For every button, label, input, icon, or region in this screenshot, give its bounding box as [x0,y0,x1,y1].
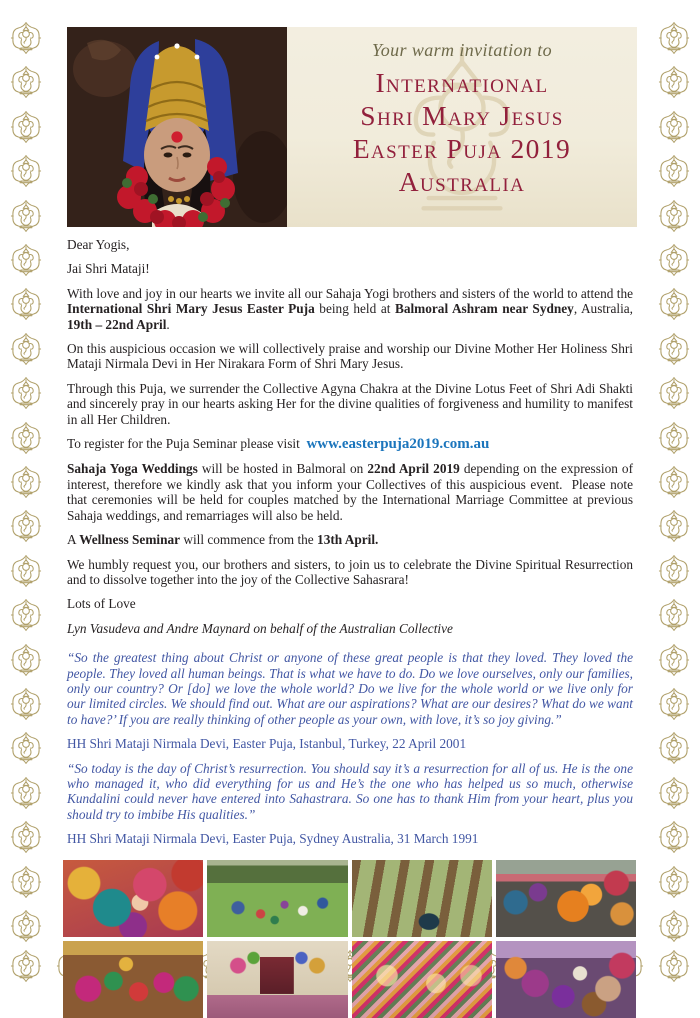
ganesha-motif-icon [10,777,42,809]
ganesha-motif-icon [658,422,690,454]
paragraph-invitation: With love and joy in our hearts we invite all our Sahaja Yogi brothers and sisters of the world to attend the International Shri Mary Jesus Easter Puja being held at Balmoral Ashram near Sydney, Australia, 19th – 22nd April. [67,285,634,332]
ganesha-motif-icon [10,333,42,365]
ganesha-motif-icon [658,377,690,409]
ganesha-motif-icon [10,422,42,454]
registration-website-link[interactable]: www.easterpuja2019.com.au [306,436,490,453]
ganesha-motif-icon [10,111,42,143]
gallery-photo-lawn-meditation [207,860,347,937]
ganesha-motif-icon [10,244,42,276]
ganesha-motif-icon [658,466,690,498]
quote-attribution: HH Shri Mataji Nirmala Devi, Easter Puja, Istanbul, Turkey, 22 April 2001 [67,736,467,752]
ganesha-motif-icon [10,688,42,720]
header-banner [67,27,637,227]
ganesha-motif-icon [658,910,690,942]
letter-body [67,237,633,1018]
ganesha-motif-icon [658,288,690,320]
paragraph-register: To register for the Puja Seminar please visit www.easterpuja2019.com.au [67,436,490,453]
shri-mataji-portrait-photo [67,27,287,227]
ganesha-motif-icon [658,155,690,187]
ganesha-motif-icon [10,200,42,232]
quote-block-2 [67,761,633,847]
paragraph-request: We humbly request you, our brothers and sisters, to join us to celebrate the Divine Spiritual Resurrection and to dissolve together into the joy of the Collective Sahasrara! [67,556,633,587]
event-title-line-2: Shri Mary Jesus [360,100,564,131]
ganesha-motif-icon [10,22,42,54]
right-ornament-border [658,0,690,990]
ganesha-motif-icon [10,66,42,98]
ganesha-motif-icon [10,555,42,587]
signature: Lyn Vasudeva and Andre Maynard on behalf of the Australian Collective [67,620,453,636]
ganesha-motif-icon [10,732,42,764]
ganesha-motif-icon [658,333,690,365]
left-ornament-border [10,0,42,990]
ganesha-motif-icon [658,555,690,587]
ganesha-motif-icon [658,200,690,232]
gallery-photo-flute-player [496,941,636,1018]
ganesha-motif-icon [658,244,690,276]
paragraph-surrender: Through this Puja, we surrender the Collective Agyna Chakra at the Divine Lotus Feet of Shri Adi Shakti and sincerely pray in our hearts asking Her for the divine qualities of forgiveness and humility to manifest in all Her Children. [67,380,633,427]
greeting: Jai Shri Mataji! [67,261,150,277]
ganesha-motif-icon [10,599,42,631]
ganesha-motif-icon [658,599,690,631]
ganesha-motif-icon [658,66,690,98]
ganesha-motif-icon [10,910,42,942]
ganesha-motif-icon [10,644,42,676]
quote-block-1 [67,650,633,751]
quote-text: “So today is the day of Christ’s resurrection. You should say it’s a resurrection for all of us. He is the one who managed it, who did everything for us and He’s the one who has helped us so much, otherwise Kundalini could never have entered into Sahastrara. So one has to thank Him from your heart, plus you should try to imbibe His qualities.” [67,760,633,822]
ganesha-motif-icon [10,466,42,498]
ganesha-motif-icon [658,22,690,54]
closing: Lots of Love [67,596,136,612]
ganesha-motif-icon [658,732,690,764]
event-title-line-1: International [375,67,549,98]
ganesha-motif-icon [10,288,42,320]
invitation-panel [287,27,637,227]
gallery-photo-garden-steps [352,860,492,937]
ganesha-motif-icon [10,821,42,853]
ganesha-motif-icon [10,377,42,409]
gallery-photo-puja-altar [207,941,347,1018]
ganesha-motif-icon [10,866,42,898]
ganesha-motif-icon [658,111,690,143]
event-title-line-3: Easter Puja 2019 [352,133,572,164]
paragraph-wellness: A Wellness Seminar will commence from the 13th April. [67,532,379,548]
quote-attribution: HH Shri Mataji Nirmala Devi, Easter Puja, Sydney Australia, 31 March 1991 [67,831,479,847]
ganesha-motif-icon [658,821,690,853]
paragraph-occasion: On this auspicious occasion we will collectively praise and worship our Divine Mother Her Holiness Shri Mataji Nirmala Devi in Her Nirakara Form of Shri Mary Jesus. [67,341,633,372]
ganesha-motif-icon [658,688,690,720]
photo-collage [63,860,636,1018]
ganesha-motif-icon [10,155,42,187]
gallery-photo-dancers [63,941,203,1018]
paragraph-weddings: Sahaja Yoga Weddings will be hosted in Balmoral on 22nd April 2019 depending on the expression of interest, therefore we kindly ask that you inform your Collectives of this auspicious event. Please note that ceremonies will be held for couples matched by the International Marriage Committee at previous Sahaja weddings, and remarriages will also be held. [67,461,634,523]
ganesha-motif-icon [658,777,690,809]
ganesha-motif-icon [658,510,690,542]
gallery-photo-crowd-indoors [63,860,203,937]
ganesha-motif-icon [658,950,690,982]
ganesha-motif-icon [10,950,42,982]
salutation: Dear Yogis, [67,237,130,252]
event-title [287,66,637,198]
quote-text: “So the greatest thing about Christ or anyone of these great people is that they loved. They loved the people. They loved all human beings. That is what we have to do. Do we love ourselves, only our families, only our country? Or [do] we love the whole world? Do we live for the whole world or we live only for our limited circles. We should find out. What are our aspirations? What are our desires? What do we want to have?’ If you are really thinking of other people as your own, with love, it’s so joy giving.” [67,650,633,727]
event-title-line-4: Australia [398,166,526,197]
ganesha-motif-icon [658,644,690,676]
ganesha-motif-icon [658,866,690,898]
gallery-photo-outdoor-gathering [496,860,636,937]
ganesha-motif-icon [10,510,42,542]
invitation-lead-line: Your warm invitation to [371,40,553,60]
gallery-photo-offerings [352,941,492,1018]
